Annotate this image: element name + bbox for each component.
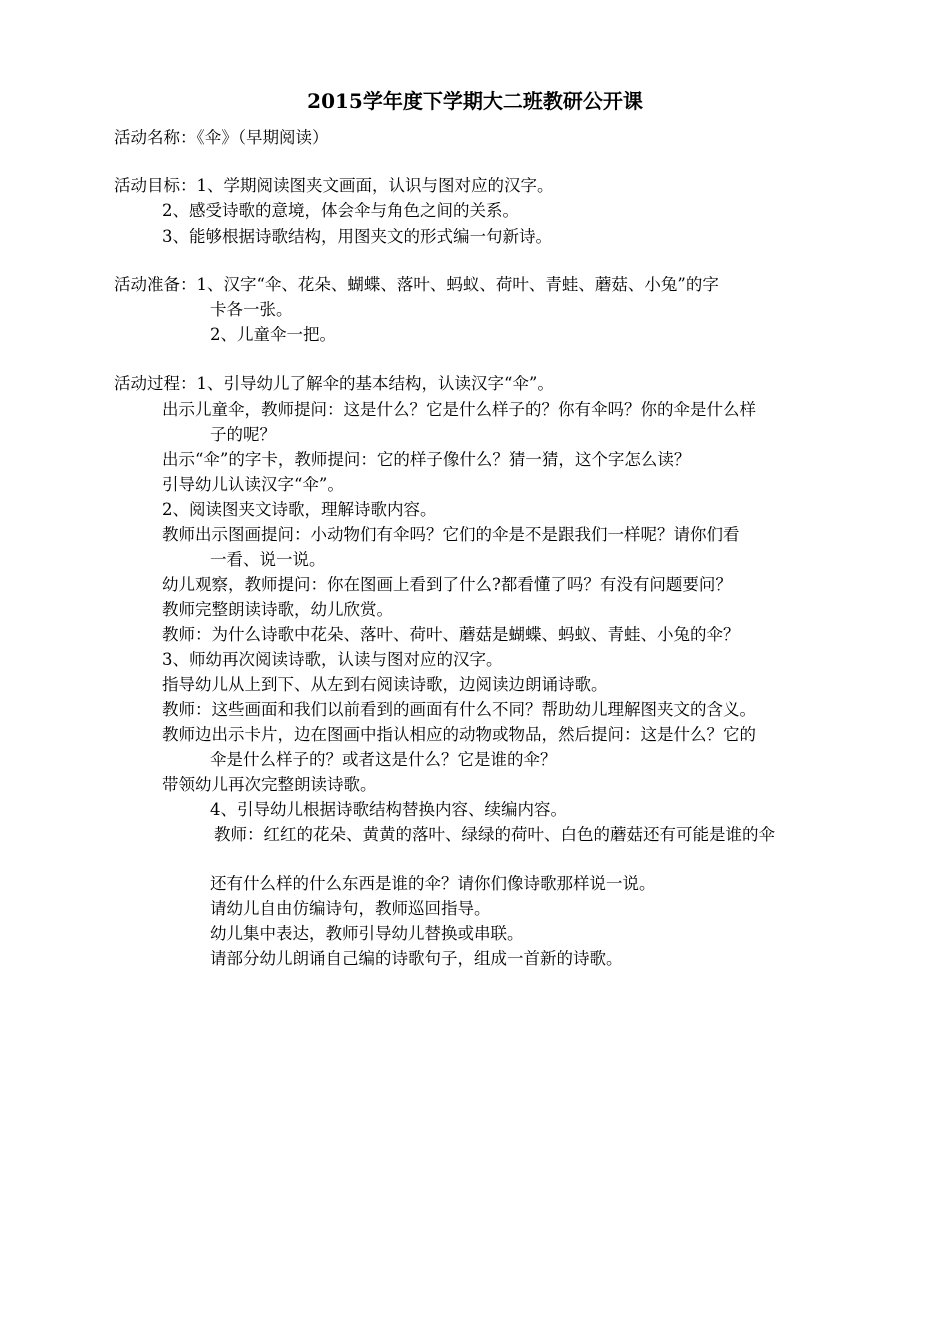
process-line-2: 出示儿童伞，教师提问：这是什么？它是什么样子的？你有伞吗？你的伞是什么样 <box>162 400 756 419</box>
process-line-18: 请幼儿自由仿编诗句，教师巡回指导。 <box>210 899 491 918</box>
goals-line-2: 2、感受诗歌的意境，体会伞与角色之间的关系。 <box>162 201 519 220</box>
process-line-13-cont: 伞是什么样子的？或者这是什么？它是谁的伞？ <box>210 750 557 769</box>
process-line-9: 教师：为什么诗歌中花朵、落叶、荷叶、蘑菇是蝴蝶、蚂蚁、青蛙、小兔的伞？ <box>162 625 740 644</box>
process-line-5: 2、阅读图夹文诗歌，理解诗歌内容。 <box>162 500 437 519</box>
process-line-19: 幼儿集中表达，教师引导幼儿替换或串联。 <box>210 924 524 943</box>
process-line-15: 4、引导幼儿根据诗歌结构替换内容、续编内容。 <box>210 800 567 819</box>
page-title: 2015学年度下学期大二班教研公开课 <box>307 89 643 113</box>
preparation-line-1-cont: 卡各一张。 <box>210 300 293 319</box>
process-line-17: 还有什么样的什么东西是谁的伞？请你们像诗歌那样说一说。 <box>210 874 656 893</box>
process-line-1: 活动过程：1、引导幼儿了解伞的基本结构，认读汉字“伞”。 <box>114 374 554 393</box>
process-line-3: 出示“伞”的字卡，教师提问：它的样子像什么？猜一猜，这个字怎么读？ <box>162 450 691 469</box>
process-line-7: 幼儿观察，教师提问：你在图画上看到了什么?都看懂了吗？有没有问题要问？ <box>162 575 732 594</box>
process-line-14: 带领幼儿再次完整朗读诗歌。 <box>162 775 377 794</box>
process-line-4: 引导幼儿认读汉字“伞”。 <box>162 475 344 494</box>
preparation-line-1: 活动准备：1、汉字“伞、花朵、蝴蝶、落叶、蚂蚁、荷叶、青蛙、蘑菇、小兔”的字 <box>114 275 719 294</box>
process-line-10: 3、师幼再次阅读诗歌，认读与图对应的汉字。 <box>162 650 503 669</box>
process-line-11: 指导幼儿从上到下、从左到右阅读诗歌，边阅读边朗诵诗歌。 <box>162 675 608 694</box>
process-line-2-cont: 子的呢？ <box>210 425 276 444</box>
process-line-12: 教师：这些画面和我们以前看到的画面有什么不同？帮助幼儿理解图夹文的含义。 <box>162 700 756 719</box>
process-line-6-cont: 一看、说一说。 <box>210 550 326 569</box>
goals-line-3: 3、能够根据诗歌结构，用图夹文的形式编一句新诗。 <box>162 227 552 246</box>
process-line-8: 教师完整朗读诗歌，幼儿欣赏。 <box>162 600 393 619</box>
process-line-6: 教师出示图画提问：小动物们有伞吗？它们的伞是不是跟我们一样呢？请你们看 <box>162 525 740 544</box>
activity-name: 活动名称：《伞》（早期阅读） <box>114 128 329 147</box>
process-line-16: 教师：红红的花朵、黄黄的落叶、绿绿的荷叶、白色的蘑菇还有可能是谁的伞 <box>214 825 775 844</box>
process-line-13: 教师边出示卡片，边在图画中指认相应的动物或物品，然后提问：这是什么？它的 <box>162 725 756 744</box>
preparation-line-2: 2、儿童伞一把。 <box>210 325 336 344</box>
process-line-20: 请部分幼儿朗诵自己编的诗歌句子，组成一首新的诗歌。 <box>210 949 623 968</box>
goals-line-1: 活动目标：1、学期阅读图夹文画面，认识与图对应的汉字。 <box>114 176 554 195</box>
